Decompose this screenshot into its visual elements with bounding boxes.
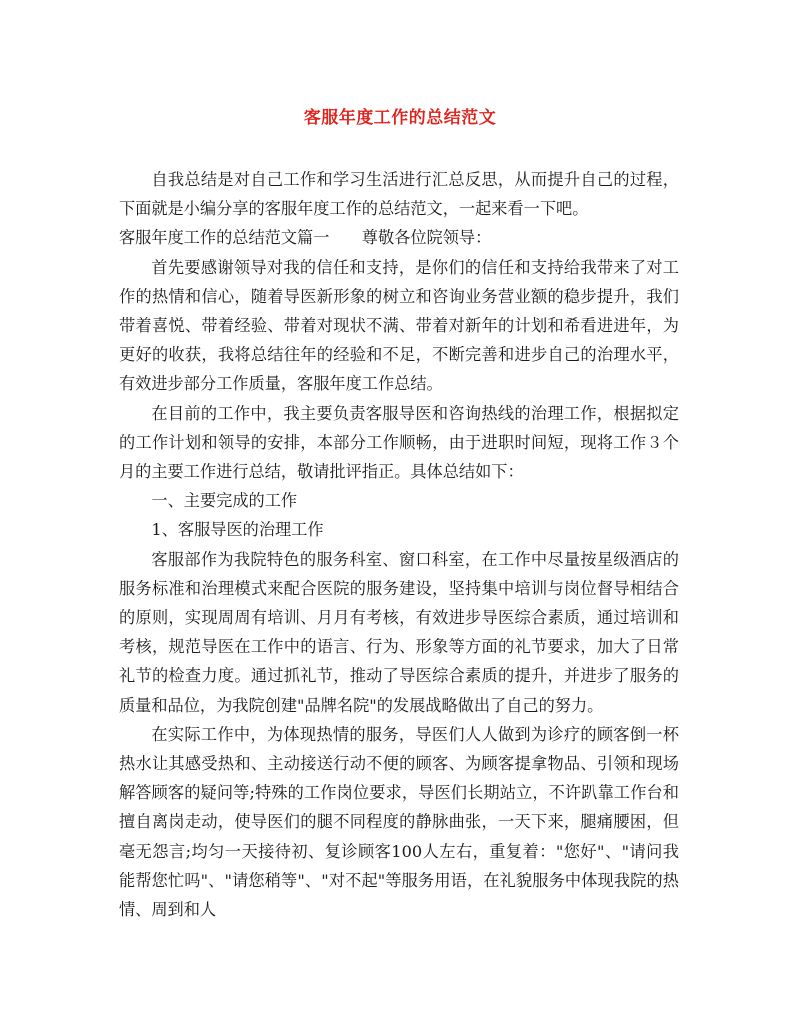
section-heading-line: 客服年度工作的总结范文篇一 尊敬各位院领导： <box>119 228 492 248</box>
document-title: 客服年度工作的总结范文 <box>303 108 497 128</box>
document-body <box>119 165 679 924</box>
subsection-heading-guide-management: 1、客服导医的治理工作 <box>151 520 324 540</box>
responsibility-paragraph: 在目前的工作中，我主要负责客服导医和咨询热线的治理工作，根据拟定的工作计划和领导的安排，本部分工作顺畅，由于进职时间短，现将工作３个月的主要工作进行总结，敬请批评指正。具体总结如下： <box>119 403 679 482</box>
practical-work-paragraph: 在实际工作中，为体现热情的服务，导医们人人做到为诊疗的顾客倒一杯热水让其感受热和、主动接送行动不便的顾客、为顾客提拿物品、引领和现场解答顾客的疑问等;特殊的工作岗位要求，导医们长期站立，不许趴靠工作台和擅自离岗走动，使导医们的腿不同程度的静脉曲张，一天下来，腿痛腰困，但毫无怨言;均匀一天接待初、复诊顾客100人左右，重复着："您好"、"请问我能帮您忙吗"、"请您稍等"、"对不起"等服务用语，在礼貌服务中体现我院的热情、周到和人 <box>119 724 679 920</box>
intro-paragraph: 自我总结是对自己工作和学习生活进行汇总反思，从而提升自己的过程，下面就是小编分享的客服年度工作的总结范文，一起来看一下吧。 <box>119 170 679 219</box>
service-standard-paragraph: 客服部作为我院特色的服务科室、窗口科室，在工作中尽量按星级酒店的服务标准和治理模式来配合医院的服务建设，坚持集中培训与岗位督导相结合的原则，实现周周有培训、月月有考核，有效进步导医综合素质，通过培训和考核，规范导医在工作中的语言、行为、形象等方面的礼节要求，加大了日常礼节的检查力度。通过抓礼节，推动了导医综合素质的提升，并进步了服务的质量和品位，为我院创建"品牌名院"的发展战略做出了自己的努力。 <box>119 549 679 715</box>
section-heading-main-work: 一、主要完成的工作 <box>151 491 298 511</box>
thanks-paragraph: 首先要感谢领导对我的信任和支持，是你们的信任和支持给我带来了对工作的热情和信心，随着导医新形象的树立和咨询业务营业额的稳步提升，我们带着喜悦、带着经验、带着对现状不满、带着对新年的计划和希看进进年，为更好的收获，我将总结往年的经验和不足，不断完善和进步自己的治理水平，有效进步部分工作质量，客服年度工作总结。 <box>119 257 679 394</box>
